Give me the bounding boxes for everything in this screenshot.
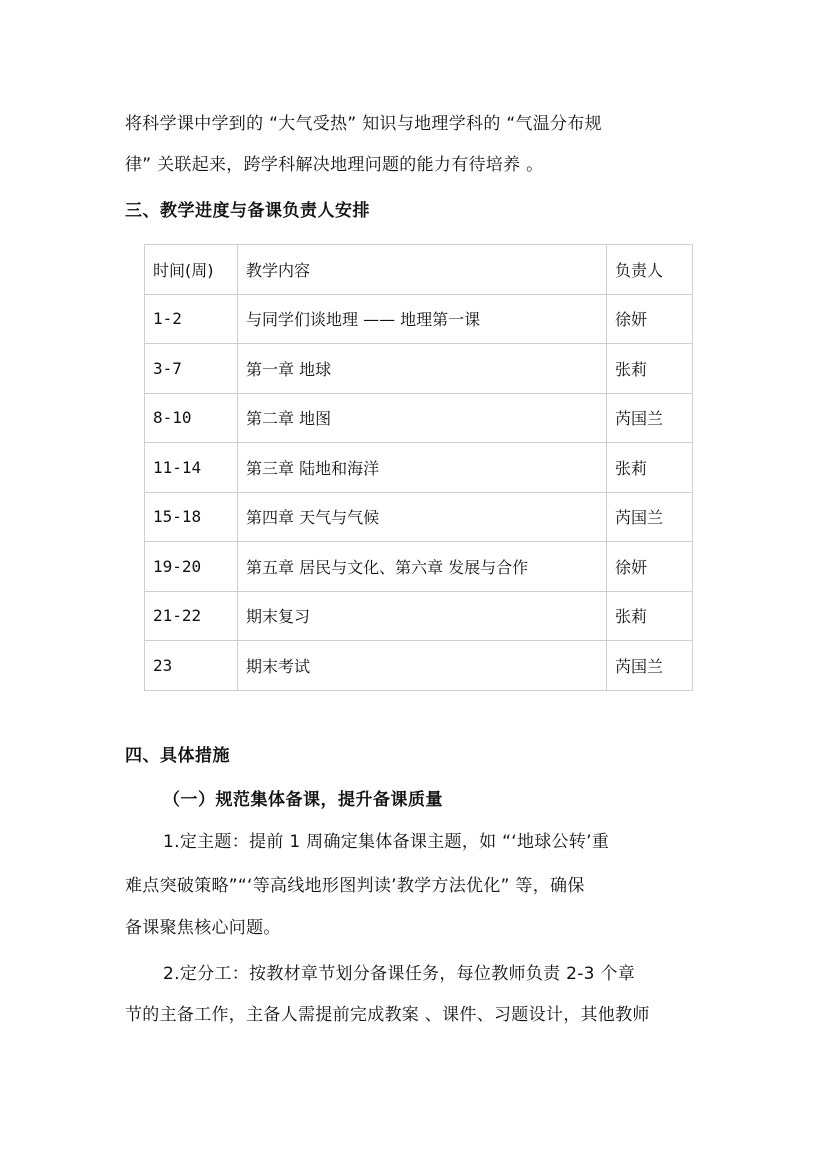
row-content: 第五章 居民与文化、第六章 发展与合作 bbox=[238, 542, 607, 592]
row-owner: 芮国兰 bbox=[607, 393, 693, 443]
row-content: 第一章 地球 bbox=[238, 344, 607, 394]
row-owner: 张莉 bbox=[607, 344, 693, 394]
table-row bbox=[145, 344, 693, 394]
section-4-heading: 四、具体措施 bbox=[125, 746, 230, 766]
table-row bbox=[145, 443, 693, 493]
row-owner: 芮国兰 bbox=[607, 492, 693, 542]
row-weeks: 21-22 bbox=[145, 591, 238, 641]
row-content: 期末复习 bbox=[238, 591, 607, 641]
row-weeks: 8-10 bbox=[145, 393, 238, 443]
row-content: 第二章 地图 bbox=[238, 393, 607, 443]
table-row bbox=[145, 591, 693, 641]
row-content: 与同学们谈地理 —— 地理第一课 bbox=[238, 294, 607, 344]
row-weeks: 19-20 bbox=[145, 542, 238, 592]
table-header-row bbox=[145, 245, 693, 295]
row-owner: 张莉 bbox=[607, 591, 693, 641]
row-owner: 徐妍 bbox=[607, 294, 693, 344]
row-owner: 徐妍 bbox=[607, 542, 693, 592]
subsection-1-heading: （一）规范集体备课，提升备课质量 bbox=[163, 790, 443, 810]
row-weeks: 1-2 bbox=[145, 294, 238, 344]
row-weeks: 23 bbox=[145, 641, 238, 691]
paragraph-1-line-3: 备课聚焦核心问题。 bbox=[125, 918, 281, 938]
header-time: 时间(周) bbox=[145, 245, 238, 295]
row-content: 第三章 陆地和海洋 bbox=[238, 443, 607, 493]
table-row bbox=[145, 294, 693, 344]
row-content: 第四章 天气与气候 bbox=[238, 492, 607, 542]
intro-line-2: 律” 关联起来，跨学科解决地理问题的能力有待培养 。 bbox=[125, 155, 544, 175]
table-row bbox=[145, 492, 693, 542]
intro-line-1: 将科学课中学到的 “大气受热” 知识与地理学科的 “气温分布规 bbox=[125, 114, 602, 134]
row-content: 期末考试 bbox=[238, 641, 607, 691]
row-weeks: 11-14 bbox=[145, 443, 238, 493]
schedule-table bbox=[144, 244, 693, 691]
paragraph-2-line-2: 节的主备工作，主备人需提前完成教案 、课件、习题设计，其他教师 bbox=[125, 1005, 650, 1025]
table-row bbox=[145, 393, 693, 443]
row-owner: 张莉 bbox=[607, 443, 693, 493]
section-3-heading: 三、教学进度与备课负责人安排 bbox=[125, 201, 370, 221]
header-owner: 负责人 bbox=[607, 245, 693, 295]
header-content: 教学内容 bbox=[238, 245, 607, 295]
table-row bbox=[145, 641, 693, 691]
row-weeks: 3-7 bbox=[145, 344, 238, 394]
row-weeks: 15-18 bbox=[145, 492, 238, 542]
table-row bbox=[145, 542, 693, 592]
paragraph-2-line-1: 2.定分工：按教材章节划分备课任务，每位教师负责 2-3 个章 bbox=[163, 964, 636, 984]
row-owner: 芮国兰 bbox=[607, 641, 693, 691]
paragraph-1-line-2: 难点突破策略”“‘等高线地形图判读’教学方法优化” 等，确保 bbox=[125, 876, 585, 896]
paragraph-1-line-1: 1.定主题：提前 1 周确定集体备课主题，如 “‘地球公转’重 bbox=[163, 832, 610, 852]
